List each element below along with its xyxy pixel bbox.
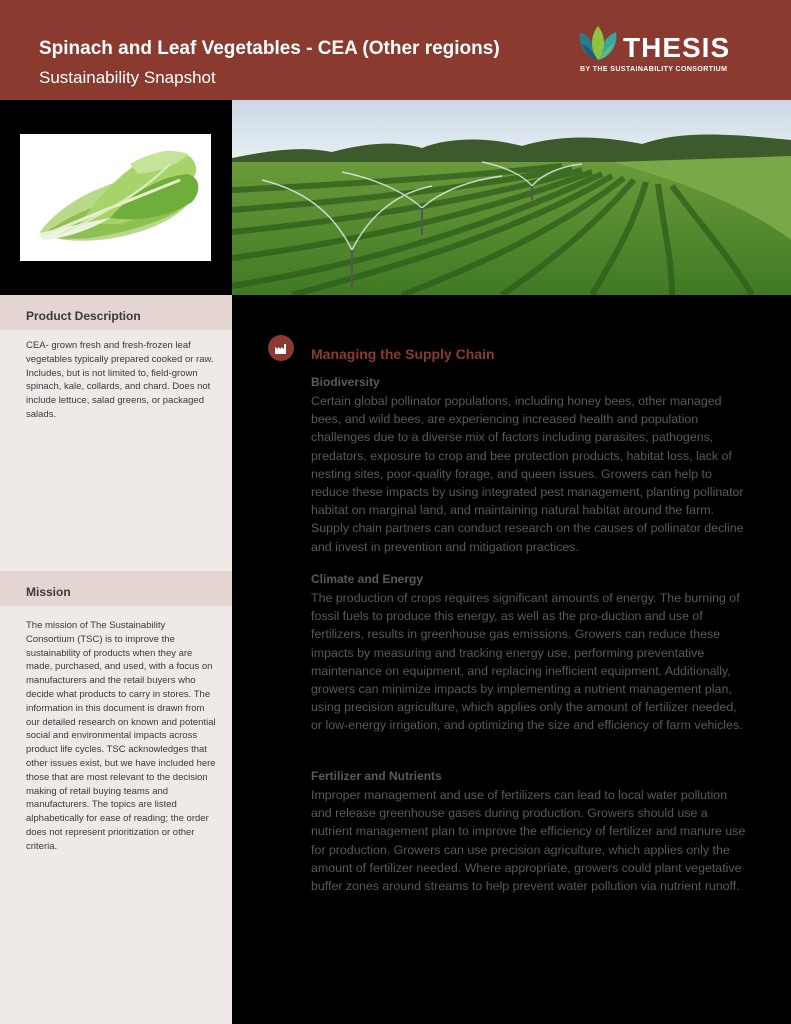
page-subtitle: Sustainability Snapshot — [39, 68, 216, 87]
product-description-header — [0, 295, 232, 330]
page-title: Spinach and Leaf Vegetables - CEA (Other regions) — [39, 38, 500, 59]
header-banner — [0, 0, 791, 100]
product-description-heading: Product Description — [26, 309, 141, 323]
logo-tagline: BY THE SUSTAINABILITY CONSORTIUM — [580, 66, 728, 73]
field-irrigation-photo — [232, 100, 791, 295]
mission-header — [0, 571, 232, 606]
logo-wordmark: THESIS — [623, 32, 731, 63]
mission-heading: Mission — [26, 585, 71, 599]
biodiversity-text: Certain global pollinator populations, including honey bees, other managed bees, and wild bees, are experiencing increased health and population challenges due to a diverse mix of factors including parasites, pathogens, predators, exposure to crop and bee protection products, habitat loss, lack of nesting sites, poor-quality forage, and queen issues. Growers can help to reduce these impacts by using integrated pest management, planting pollinator habitat on marginal land, and maintaining natural habitat around the farm. Supply chain partners can conduct research on the causes of pollinator decline and invest in prevention and mitigation practices. — [311, 394, 744, 554]
leaf-logo-icon — [576, 26, 620, 64]
leaf-vegetable-photo — [20, 134, 211, 261]
product-photo-panel — [0, 100, 232, 295]
factory-icon — [268, 335, 294, 361]
thesis-logo — [576, 26, 746, 76]
main-content — [232, 295, 791, 1024]
product-description-text: CEA- grown fresh and fresh-frozen leaf vegetables typically prepared cooked or raw. Includes, but is not limited to, field-grown spinach, kale, collards, and chard. Does not include lettuce, salad greens, or packaged salads. — [26, 340, 214, 420]
climate-energy-text: The production of crops requires significant amounts of energy. The burning of fossil fuels to produce this energy, as well as the pro-duction and use of fertilizers, results in greenhouse gas emissions. Growers can reduce these impacts by measuring and tracking energy use, performing preventative maintenance on equipment, and replacing inefficient equipment. Additionally, growers can minimize impacts by implementing a nutrient management plan, using precision agriculture, which applies only the amount of fertilizer needed, or low-energy irrigation, and optimizing the size and efficiency of farm vehicles. — [311, 591, 743, 733]
fertilizer-heading: Fertilizer and Nutrients — [311, 769, 442, 783]
section-title: Managing the Supply Chain — [311, 346, 495, 362]
mission-text: The mission of The Sustainability Consortium (TSC) is to improve the sustainability of products when they are made, purchased, and used, with a focus on manufacturers and the retail buyers who decide what products to carry in stores. The information in this document is drawn from our detailed research on known and potential social and environmental impacts across product life cycles. TSC acknowledges that other issues exist, but we have included here those that are most relevant to the decision making of retail buying teams and manufacturers. The topics are listed alphabetically for ease of reading; the order does not represent prioritization or other criteria. — [26, 620, 216, 852]
climate-energy-heading: Climate and Energy — [311, 572, 424, 586]
biodiversity-heading: Biodiversity — [311, 375, 380, 389]
fertilizer-text: Improper management and use of fertilizers can lead to local water pollution and release greenhouse gases during production. Growers should use a nutrient management plan to improve the efficiency of fertilizer and manure use for production. Growers can use precision agriculture, which applies only the amount of fertilizer needed. Where appropriate, growers could plant vegetative buffer zones around streams to help prevent water pollution via nutrient runoff. — [311, 788, 746, 894]
sidebar — [0, 295, 232, 1024]
